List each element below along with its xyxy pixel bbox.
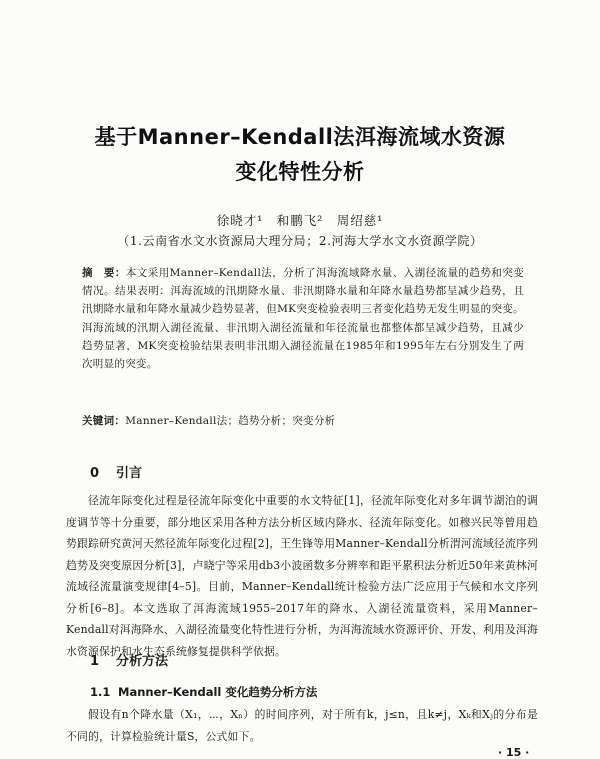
introduction-paragraph: 径流年际变化过程是径流年际变化中重要的水文特征[1]，径流年际变化对多年调节湖泊的调度调节等十分重要，部分地区采用各种方法分析区域内降水、径流年际变化。如穆兴民等曾用趋势跟踪研究黄河天然径流年际变化过程[2]，王生锋等用Manner–Kendall分析渭河流域径流序列趋势及突变原因分析[3]，卢晓宁等采用db3小波函数多分辨率和距平累积法分析近50年来黄林河流域径流量演变规律[4–5]。目前，Manner–Kendall统计检验方法广泛应用于气候和水文序列分析[6–8]。本文选取了洱海流域1955–2017年的降水、入湖径流量资料，采用Manner–Kendall对洱海降水、入湖径流量变化特性进行分析，为洱海流域水资源评价、开发、利用及洱海水资源保护和水生态系统修复提供科学依据。 xyxy=(66,494,538,658)
section-number: 0 xyxy=(90,466,100,481)
method-paragraph: 假设有n个降水量（X₁，⋯，Xₙ）的时间序列，对于所有k，j≤n，且k≠j，Xₖ和Xⱼ的分布是不同的，计算检验统计量S，公式如下。 xyxy=(66,708,538,743)
abstract xyxy=(82,264,524,373)
author-list: 徐晓才¹ 和鹏飞² 周绍慈¹ xyxy=(216,213,384,228)
keywords-label: 关键词： xyxy=(82,415,126,427)
subsection-title: Manner–Kendall 变化趋势分析方法 xyxy=(118,685,318,699)
keywords-text: Manner–Kendall法；趋势分析；突变分析 xyxy=(125,415,336,427)
section-title: 分析方法 xyxy=(116,654,169,669)
section-heading-methods xyxy=(90,650,168,669)
keywords xyxy=(82,413,524,428)
section-heading-introduction xyxy=(90,462,142,481)
paper-title-line-2: 变化特性分析 xyxy=(235,160,365,184)
abstract-label: 摘 要： xyxy=(82,267,126,279)
subsection-heading-mk-method xyxy=(90,684,317,700)
author-affiliations: （1.云南省水文水资源局大理分局；2.河海大学水文水资源学院） xyxy=(117,234,483,248)
paper-title-line-1: 基于Manner–Kendall法洱海流域水资源 xyxy=(94,125,506,149)
page-number: · 15 · xyxy=(498,746,530,759)
section-number: 1 xyxy=(90,654,100,669)
abstract-text: 本文采用Manner–Kendall法，分析了洱海流域降水量、入湖径流量的趋势和突变情况。结果表明：洱海流域的汛期降水量、非汛期降水量和年降水量趋势都呈减少趋势，且汛期降水量和年降水量减少趋势显著，但MK突变检验表明三者变化趋势无发生明显的突变。洱海流域的汛期入湖径流量、非汛期入湖径流量和年径流量也都整体都呈减少趋势，且减少趋势显著，MK突变检验结果表明非汛期入湖径流量在1985年和1995年左右分别发生了两次明显的突变。 xyxy=(82,267,525,371)
section-title: 引言 xyxy=(116,466,143,481)
subsection-number: 1.1 xyxy=(90,685,111,699)
